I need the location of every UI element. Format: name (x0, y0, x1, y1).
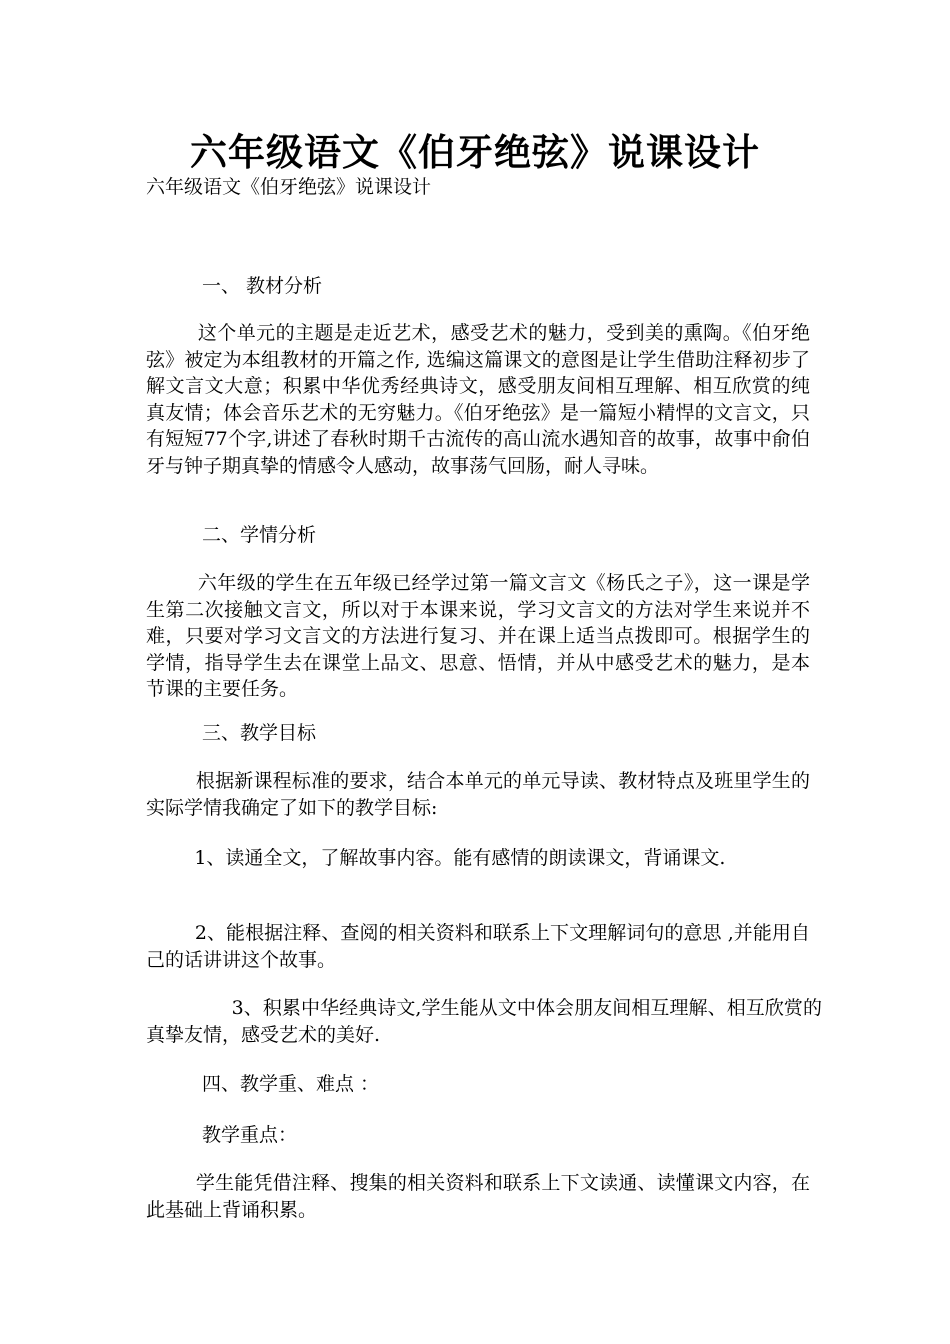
heading-key-difficult-points: 四、教学重、难点 ： (202, 1073, 380, 1095)
goal-item-3: 3、积累中华经典诗文,学生能从文中体会朋友间相互理解、相互欣赏的真挚友情，感受艺术的美好. (146, 997, 822, 1046)
paragraph-textbook-analysis: 这个单元的主题是走近艺术，感受艺术的魅力，受到美的熏陶。《伯牙绝弦》被定为本组教材的开篇之作, 选编这篇课文的意图是让学生借助注释初步了解文言文大意；积累中华优秀经典诗文，感受朋友间相互理解、相互欣赏的纯真友情；体会音乐艺术的无穷魅力。《伯牙绝弦》是一篇短小精悍的文言文，只有短短77个字,讲述了春秋时期千古流传的高山流水遇知音的故事，故事中俞伯牙与钟子期真挚的情感令人感动，故事荡气回肠，耐人寻味。 (146, 322, 810, 477)
heading-student-analysis: 二、学情分析 (202, 524, 317, 546)
heading-textbook-analysis: 一、 教材分析 (202, 275, 323, 297)
paragraph-key-points: 学生能凭借注释、搜集的相关资料和联系上下文读通、读懂课文内容，在此基础上背诵积累。 (146, 1172, 810, 1221)
document-title: 六年级语文《伯牙绝弦》说课设计 (190, 130, 760, 174)
goal-item-2: 2、能根据注释、查阅的相关资料和联系上下文理解词句的意思 ,并能用自己的话讲讲这个故事。 (146, 922, 810, 971)
paragraph-teaching-goals: 根据新课程标准的要求，结合本单元的单元导读、教材特点及班里学生的实际学情我确定了如下的教学目标: (146, 770, 810, 819)
paragraph-student-analysis: 六年级的学生在五年级已经学过第一篇文言文《杨氏之子》，这一课是学生第二次接触文言文，所以对于本课来说，学习文言文的方法对学生来说并不难，只要对学习文言文的方法进行复习、并在课上适当点拨即可。根据学生的学情，指导学生去在课堂上品文、思意、悟情，并从中感受艺术的魅力，是本节课的主要任务。 (146, 572, 810, 700)
heading-teaching-goals: 三、教学目标 (202, 722, 317, 744)
heading-key-points: 教学重点： (202, 1124, 298, 1146)
document-subtitle: 六年级语文《伯牙绝弦》说课设计 (146, 176, 432, 198)
goal-item-1: 1、读通全文，了解故事内容。能有感情的朗读课文，背诵课文. (146, 847, 726, 869)
